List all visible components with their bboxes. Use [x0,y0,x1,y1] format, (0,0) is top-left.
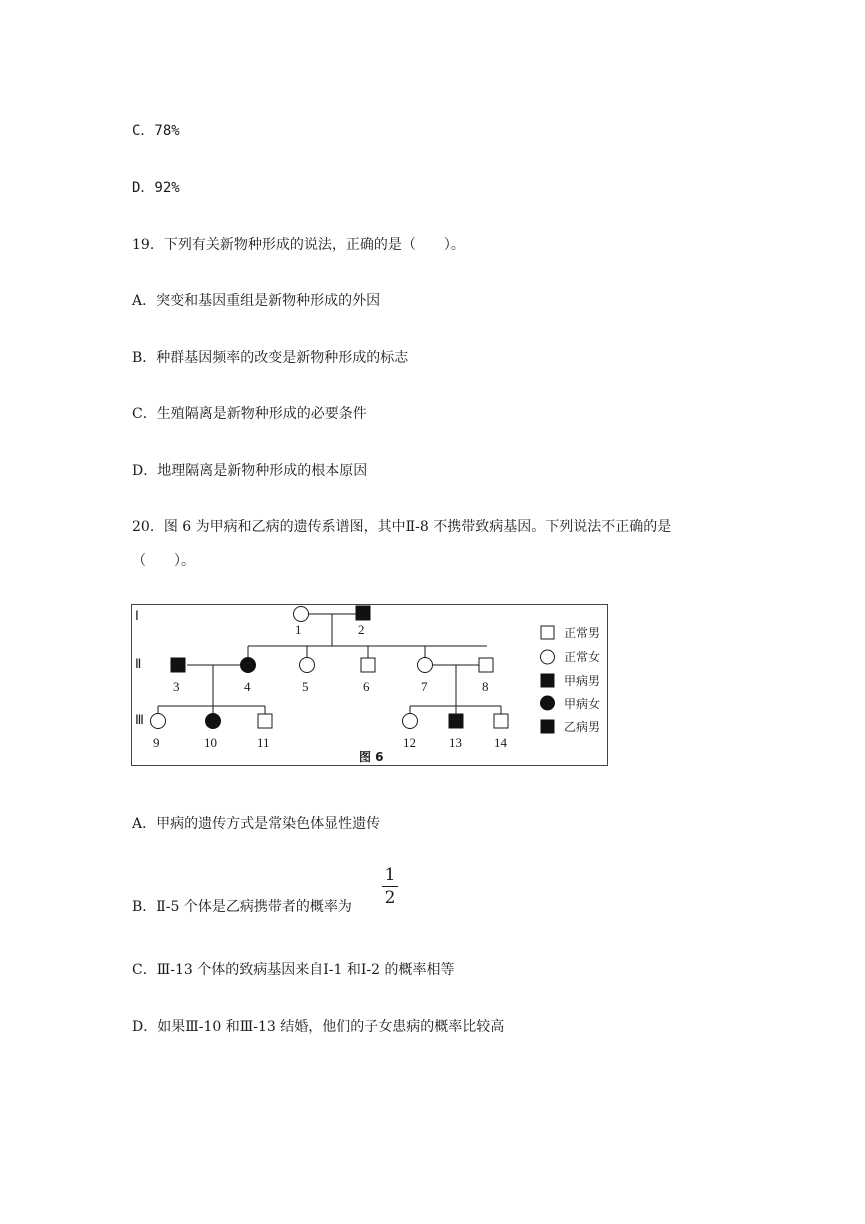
label-11: 11 [257,735,270,750]
q20-stem-line1: 20．图 6 为甲病和乙病的遗传系谱图，其中Ⅱ-8 不携带致病基因。下列说法不正确的是 [132,519,672,535]
q19-stem: 19．下列有关新物种形成的说法，正确的是（ ）。 [132,237,465,253]
legend-label-1: 正常男 [564,626,601,640]
label-3: 3 [173,679,180,694]
legend-label-4: 甲病女 [564,697,601,711]
label-5: 5 [302,679,309,694]
individual-10-female-affected [206,714,221,729]
individual-11-male-normal [258,714,272,728]
q19-option-b: B．种群基因频率的改变是新物种形成的标志 [132,350,409,366]
pedigree-lines [158,614,501,714]
label-9: 9 [153,735,160,750]
legend-label-3: 甲病男 [564,674,601,688]
gen-label-1: Ⅰ [135,608,139,623]
individual-7-female-normal [418,658,433,673]
gen-label-3: Ⅲ [135,712,144,727]
fraction-denominator: 2 [384,888,396,908]
fraction-one-half [382,866,398,907]
individual-1-female-normal [294,607,309,622]
label-1: 1 [295,622,302,637]
q19-option-a: A．突变和基因重组是新物种形成的外因 [132,293,381,309]
label-6: 6 [363,679,370,694]
individual-12-female-normal [403,714,418,729]
individual-9-female-normal [151,714,166,729]
option-d-prev: D．92% [132,180,180,196]
fraction-numerator: 1 [384,865,396,885]
label-10: 10 [204,735,217,750]
label-2: 2 [358,622,365,637]
q20-stem-line2: （ ）。 [132,553,195,569]
pedigree-figure [131,604,608,766]
label-13: 13 [449,735,462,750]
legend-label-2: 正常女 [564,650,601,664]
label-14: 14 [494,735,507,750]
individual-2-male-affected [356,606,370,620]
individual-8-male-normal [479,658,493,672]
q19-option-c: C．生殖隔离是新物种形成的必要条件 [132,406,367,422]
q19-option-d: D．地理隔离是新物种形成的根本原因 [132,463,368,479]
individual-5-female-normal [300,658,315,673]
q20-option-d: D．如果Ⅲ-10 和Ⅲ-13 结婚，他们的子女患病的概率比较高 [132,1019,505,1035]
q20-option-b: B．Ⅱ-5 个体是乙病携带者的概率为 [132,899,352,915]
figure-caption: 图 6 [359,750,384,764]
individual-3-male-affected [171,658,185,672]
q20-option-a: A．甲病的遗传方式是常染色体显性遗传 [132,816,381,832]
label-12: 12 [403,735,416,750]
fraction-bar [382,886,398,887]
figure-frame [132,605,608,766]
individual-14-male-normal [494,714,508,728]
label-4: 4 [244,679,251,694]
label-7: 7 [421,679,428,694]
option-c-prev: C．78% [132,123,180,139]
individual-13-male-affected [449,714,463,728]
individual-4-female-affected [241,658,256,673]
gen-label-2: Ⅱ [135,656,142,671]
label-8: 8 [482,679,489,694]
individual-6-male-normal [361,658,375,672]
pedigree-legend [541,625,601,734]
legend-label-5: 乙病男 [564,720,601,734]
q20-option-c: C．Ⅲ-13 个体的致病基因来自Ⅰ-1 和Ⅰ-2 的概率相等 [132,962,455,978]
